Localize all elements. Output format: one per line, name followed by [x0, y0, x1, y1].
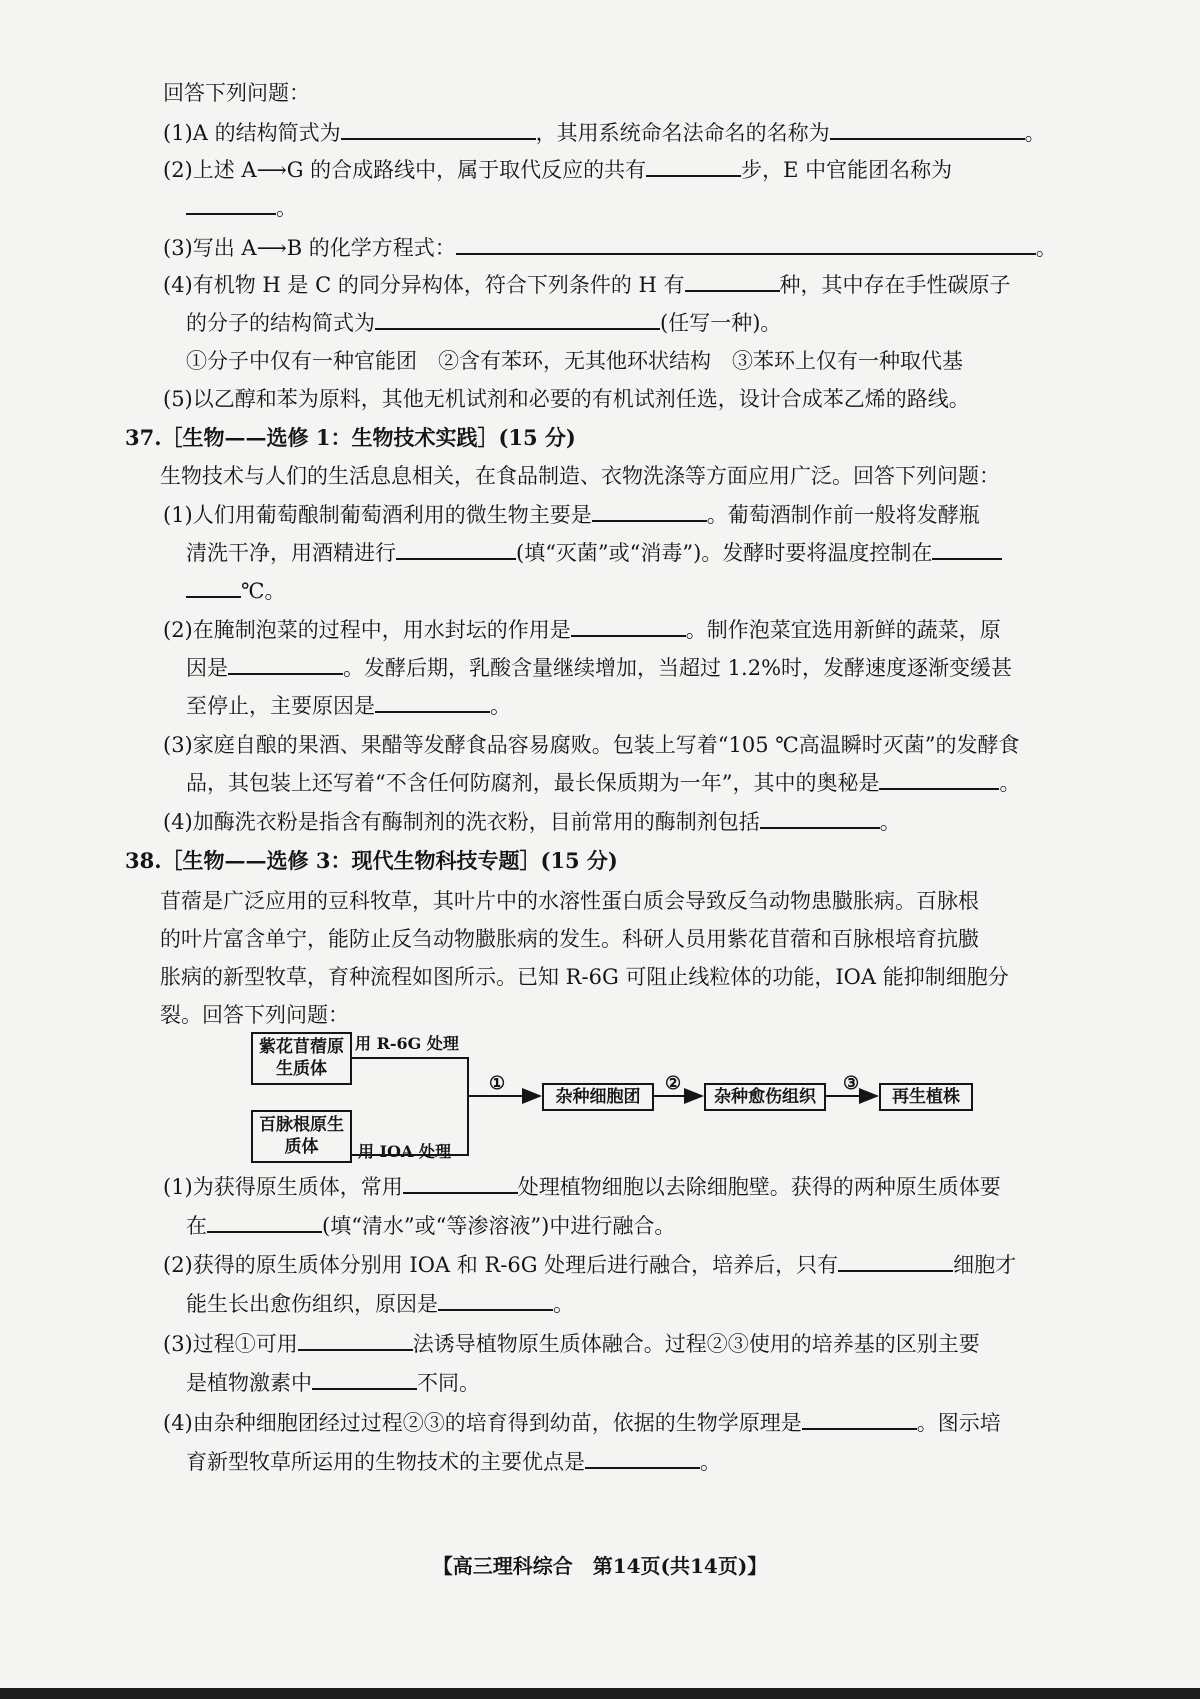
q38-part2-text-b: 细胞才	[953, 1253, 1017, 1277]
q36-part2-text-b: 步，E 中官能团名称为	[741, 158, 953, 182]
q38-part1-cont	[186, 1211, 675, 1241]
q38-intro-line3: 胀病的新型牧草，育种流程如图所示。已知 R-6G 可阻止线粒体的功能，IOA 能抑制细胞分	[160, 965, 1009, 989]
q36-part1-text-c: 。	[1024, 121, 1046, 145]
label-r6g-treatment: 用 R-6G 处理	[355, 1034, 459, 1053]
answer-blank[interactable]	[207, 1213, 322, 1233]
q37-intro: 生物技术与人们的生活息息相关，在食品制造、衣物洗涤等方面应用广泛。回答下列问题：	[160, 464, 1000, 488]
q37-part1-text-e: ℃。	[241, 579, 286, 603]
q38-part4-text-d: 。	[700, 1450, 721, 1474]
box-hybrid-callus: 杂种愈伤组织	[704, 1083, 826, 1111]
q36-part5: (5)以乙醇和苯为原料，其他无机试剂和必要的有机试剂任选，设计合成苯乙烯的路线。	[163, 387, 970, 411]
q36-part2-text-c: 。	[276, 196, 297, 220]
q37-part4-text-b: 。	[879, 810, 901, 834]
q38-intro-line1: 苜蓿是广泛应用的豆科牧草，其叶片中的水溶性蛋白质会导致反刍动物患臌胀病。百脉根	[160, 889, 979, 913]
q36-part3-text-a: (3)写出 A⟶B 的化学方程式：	[163, 236, 456, 260]
q37-part3-text-b: 品，其包装上还写着“不含任何防腐剂，最长保质期为一年”，其中的奥秘是	[186, 771, 880, 795]
page-footer: 【高三理科综合 第14页(共14页)】	[432, 1554, 768, 1578]
q38-part2-text-c: 能生长出愈伤组织，原因是	[186, 1292, 438, 1316]
merge-connector	[352, 1058, 468, 1155]
q37-part1-text-c: 清洗干净，用酒精进行	[186, 541, 396, 565]
q37-part4-text-a: (4)加酶洗衣粉是指含有酶制剂的洗衣粉，目前常用的酶制剂包括	[163, 810, 760, 834]
scan-bottom-edge	[0, 1688, 1200, 1699]
q37-part1-text-b: 。葡萄酒制作前一般将发酵瓶	[706, 503, 980, 527]
box-hybrid-cell-mass: 杂种细胞团	[542, 1083, 654, 1111]
box-lotus-protoplast: 百脉根原生质体	[251, 1110, 352, 1163]
q38-intro-line4: 裂。回答下列问题：	[160, 1003, 349, 1027]
q37-part2-text-b: 。制作泡菜宜选用新鲜的蔬菜，原	[685, 618, 1001, 642]
q38-part2-cont	[186, 1289, 574, 1319]
q38-part4-text-a: (4)由杂种细胞团经过过程②③的培育得到幼苗，依据的生物学原理是	[163, 1411, 802, 1435]
q38-part3-text-a: (3)过程①可用	[163, 1332, 298, 1356]
answer-blank[interactable]	[802, 1410, 917, 1430]
q38-part4-cont	[186, 1447, 721, 1477]
q37-part2-text-a: (2)在腌制泡菜的过程中，用水封坛的作用是	[163, 618, 571, 642]
label-step2: ②	[665, 1073, 682, 1094]
answer-blank[interactable]	[312, 1370, 417, 1390]
q38-part3-text-b: 法诱导植物原生质体融合。过程②③使用的培养基的区别主要	[412, 1332, 980, 1356]
q38-part1-text-c: 在	[186, 1214, 207, 1238]
q38-part4-text-b: 。图示培	[916, 1411, 1001, 1435]
q38-part1	[163, 1172, 1001, 1202]
q37-part3: (3)家庭自酿的果酒、果醋等发酵食品容易腐败。包装上写着“105 ℃高温瞬时灭菌”的发酵食	[163, 733, 1020, 757]
q38-part2-text-d: 。	[553, 1292, 574, 1316]
q37-part3-text-c: 。	[999, 771, 1021, 795]
q38-part1-text-a: (1)为获得原生质体，常用	[163, 1175, 403, 1199]
q38-part3-cont	[186, 1368, 480, 1398]
answer-blank[interactable]	[585, 1449, 700, 1469]
q37-part2-text-d: 。发酵后期，乳酸含量继续增加，当超过 1.2%时，发酵速度逐渐变缓甚	[343, 656, 1013, 680]
box-alfalfa-protoplast: 紫花苜蓿原生质体	[251, 1032, 352, 1085]
q38-part3	[163, 1329, 980, 1359]
q36-part4-text-a: (4)有机物 H 是 C 的同分异构体，符合下列条件的 H 有	[163, 273, 685, 297]
answer-blank[interactable]	[838, 1252, 953, 1272]
label-ioa-treatment: 用 IOA 处理	[358, 1142, 451, 1161]
q37-part2-text-e: 至停止，主要原因是	[186, 694, 375, 718]
q36-part4-text-c: 的分子的结构简式为	[186, 311, 375, 335]
label-step1: ①	[489, 1073, 506, 1094]
q38-part3-text-d: 不同。	[417, 1371, 480, 1395]
q36-part1-text-a: (1)A 的结构简式为	[163, 121, 341, 145]
label-step3: ③	[843, 1073, 860, 1094]
q37-part1-text-d: (填“灭菌”或“消毒”)。发酵时要将温度控制在	[516, 541, 933, 565]
q38-part1-text-d: (填“清水”或“等渗溶液”)中进行融合。	[322, 1214, 676, 1238]
q38-intro-line2: 的叶片富含单宁，能防止反刍动物臌胀病的发生。科研人员用紫花苜蓿和百脉根培育抗臌	[160, 927, 979, 951]
q38-part3-text-c: 是植物激素中	[186, 1371, 312, 1395]
q36-part4-text-b: 种，其中存在手性碳原子	[779, 273, 1011, 297]
q37-part2-text-c: 因是	[186, 656, 228, 680]
answer-blank[interactable]	[403, 1174, 518, 1194]
q37-heading: 37.［生物——选修 1：生物技术实践］(15 分)	[125, 425, 576, 450]
answer-blank[interactable]	[438, 1291, 553, 1311]
q38-part4-text-c: 育新型牧草所运用的生物技术的主要优点是	[186, 1450, 585, 1474]
q38-part2-text-a: (2)获得的原生质体分别用 IOA 和 R-6G 处理后进行融合，培养后，只有	[163, 1253, 839, 1277]
q36-part2-text-a: (2)上述 A⟶G 的合成路线中，属于取代反应的共有	[163, 158, 647, 182]
q36-part1-text-b: ，其用系统命名法命名的名称为	[535, 121, 830, 145]
q36-part4-text-d: (任写一种)。	[660, 311, 782, 335]
box-regenerated-plant: 再生植株	[879, 1083, 973, 1111]
q38-part2	[163, 1250, 1016, 1280]
q36-intro: 回答下列问题：	[163, 81, 310, 105]
q36-part4-conditions: ①分子中仅有一种官能团 ②含有苯环，无其他环状结构 ③苯环上仅有一种取代基	[186, 349, 963, 373]
q38-part4	[163, 1408, 1001, 1438]
q36-part3-text-b: 。	[1035, 236, 1057, 260]
q38-part1-text-b: 处理植物细胞以去除细胞壁。获得的两种原生质体要	[517, 1175, 1001, 1199]
q37-part2-text-f: 。	[490, 694, 511, 718]
q37-part1-text-a: (1)人们用葡萄酿制葡萄酒利用的微生物主要是	[163, 503, 592, 527]
q38-heading: 38.［生物——选修 3：现代生物科技专题］(15 分)	[125, 848, 618, 873]
answer-blank[interactable]	[298, 1331, 413, 1351]
